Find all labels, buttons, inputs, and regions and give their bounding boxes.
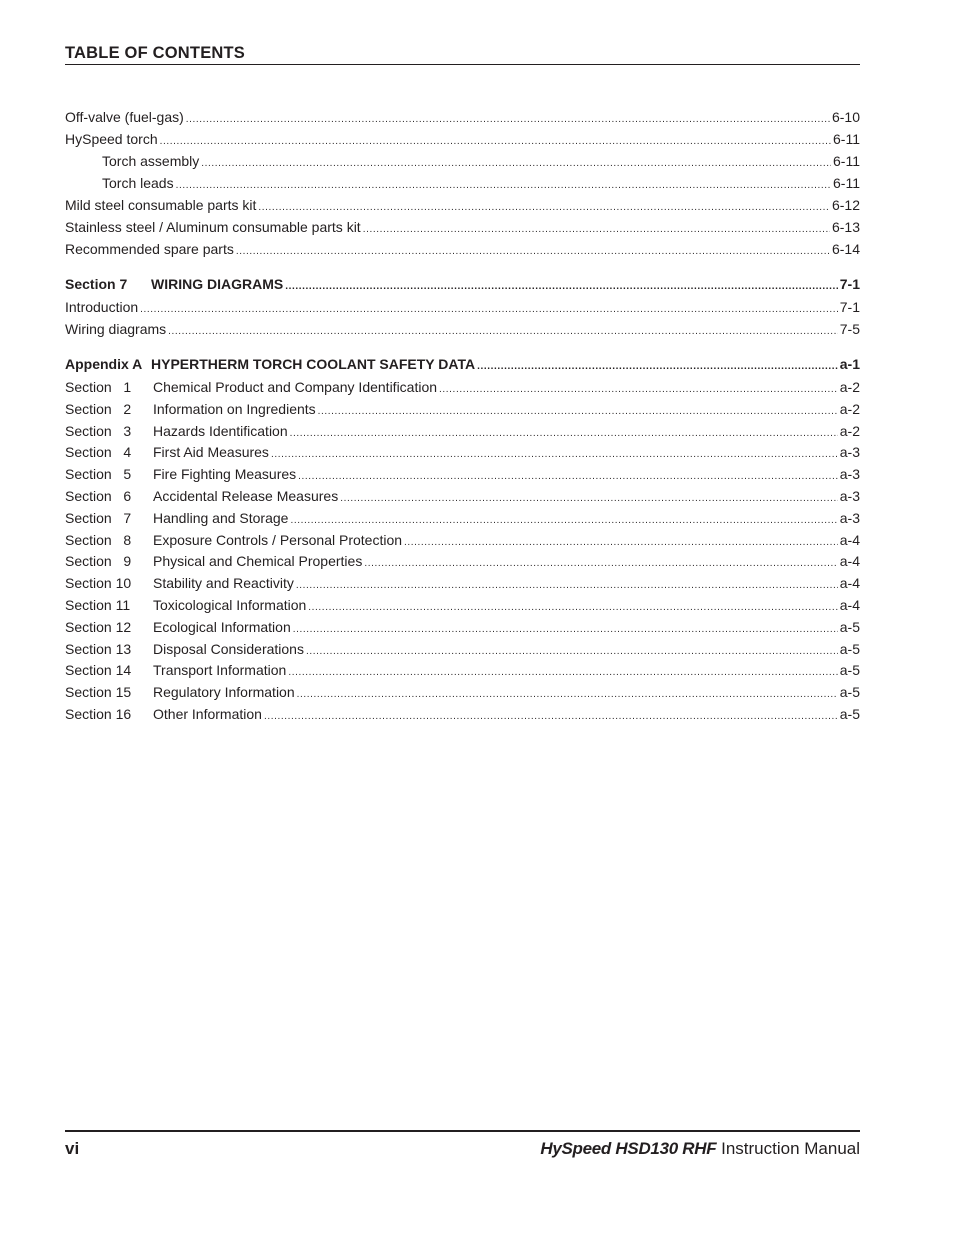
- section-number: Section 9: [65, 553, 132, 570]
- toc-leader-dots: [201, 155, 831, 173]
- toc-entry-label: Wiring diagrams: [65, 321, 167, 337]
- toc-appendix-entry[interactable]: [65, 552, 860, 570]
- toc-entry-page: 7-5: [839, 321, 860, 337]
- toc-leader-dots: [340, 490, 838, 508]
- toc-leader-dots: [306, 643, 838, 661]
- toc-entry-page: a-4: [839, 531, 860, 548]
- toc-appendix-entry[interactable]: [65, 487, 860, 505]
- toc-entry-page: a-4: [839, 553, 860, 570]
- toc-leader-dots: [308, 599, 837, 617]
- section-number: Section 7: [65, 509, 132, 526]
- toc-entry-page: a-4: [839, 575, 860, 592]
- toc-entry[interactable]: [65, 320, 860, 338]
- section-number: Section 2: [65, 400, 132, 417]
- toc-entry-label: Torch assembly: [102, 153, 200, 169]
- toc-leader-dots: [293, 621, 838, 639]
- toc-entry[interactable]: [65, 298, 860, 316]
- toc-entry[interactable]: [65, 108, 860, 126]
- section-number: Section 7: [65, 276, 128, 292]
- section-number: Section 1: [65, 379, 132, 395]
- toc-entry-page: a-2: [839, 379, 860, 395]
- section-title: Stability and Reactivity: [153, 575, 294, 592]
- toc-entry-page: a-5: [839, 706, 860, 722]
- section-title: Exposure Controls / Personal Protection: [153, 531, 403, 548]
- toc-entry-page: 6-13: [831, 219, 860, 235]
- section-number: Section 3: [65, 422, 132, 439]
- toc-entry-page: a-4: [839, 597, 860, 613]
- toc-entry-page: 7-1: [839, 276, 860, 292]
- toc-entry-label: Introduction: [65, 299, 139, 315]
- section-title: Accidental Release Measures: [153, 488, 339, 504]
- toc-entry-page: a-5: [839, 618, 860, 635]
- section-title: Transport Information: [153, 662, 287, 679]
- toc-leader-dots: [290, 512, 837, 530]
- section-title: Other Information: [153, 706, 262, 722]
- toc-appendix-entry[interactable]: [65, 705, 860, 723]
- toc-entry-page: a-3: [839, 509, 860, 526]
- section-number: Section 11: [65, 597, 131, 613]
- toc-entry-page: a-3: [839, 488, 860, 504]
- toc-appendix-entry[interactable]: [65, 640, 860, 658]
- toc-leader-dots: [477, 358, 838, 376]
- section-number: Section 16: [65, 706, 132, 722]
- toc-appendix-entry[interactable]: [65, 378, 860, 396]
- toc-leader-dots: [168, 323, 838, 341]
- section-title: WIRING DIAGRAMS: [151, 276, 284, 292]
- footer-manual-title: [540, 1138, 860, 1160]
- toc-leader-dots: [236, 243, 830, 261]
- toc-appendix-entry[interactable]: [65, 400, 860, 418]
- toc-entry-page: 6-12: [831, 197, 860, 213]
- toc-appendix-heading[interactable]: [65, 355, 860, 373]
- section-number: Section 15: [65, 684, 132, 701]
- toc-appendix-entry[interactable]: [65, 509, 860, 527]
- section-title: Handling and Storage: [153, 509, 289, 526]
- toc-entry-label: Torch leads: [102, 175, 174, 191]
- toc-entry[interactable]: [65, 240, 860, 258]
- toc-entry-page: 6-10: [831, 109, 860, 125]
- toc-leader-dots: [258, 199, 830, 217]
- footer-manual-label: Instruction Manual: [721, 1139, 860, 1158]
- footer-page-number: vi: [65, 1139, 80, 1158]
- toc-appendix-entry[interactable]: [65, 596, 860, 614]
- section-number: Section 5: [65, 466, 132, 483]
- section-title: First Aid Measures: [153, 444, 269, 461]
- page-title: TABLE OF CONTENTS: [65, 44, 246, 62]
- toc-entry-page: a-2: [839, 400, 860, 417]
- toc-entry-page: a-5: [839, 662, 860, 679]
- toc-entry-page: a-5: [839, 640, 860, 657]
- toc-leader-dots: [140, 301, 838, 319]
- toc-entry-label: Recommended spare parts: [65, 241, 234, 257]
- toc-entry-page: a-3: [839, 466, 860, 483]
- footer-rule: [65, 1130, 860, 1132]
- toc-subentry[interactable]: [65, 152, 860, 170]
- toc-entry-label: Off-valve (fuel-gas): [65, 109, 184, 125]
- toc-leader-dots: [271, 446, 838, 464]
- toc-leader-dots: [404, 534, 838, 552]
- toc-entry-page: 6-11: [833, 175, 860, 191]
- section-title: Fire Fighting Measures: [153, 466, 297, 483]
- toc-leader-dots: [290, 425, 838, 443]
- section-number: Section 4: [65, 444, 132, 461]
- section-title: Hazards Identification: [153, 422, 288, 439]
- toc-entry[interactable]: [65, 218, 860, 236]
- header-rule: [65, 64, 860, 65]
- section-title: Toxicological Information: [153, 597, 307, 613]
- section-number: Section 12: [65, 618, 132, 635]
- toc-appendix-entry[interactable]: [65, 422, 860, 440]
- toc-appendix-entry[interactable]: [65, 531, 860, 549]
- section-number: Section 6: [65, 488, 132, 504]
- toc-entry-page: a-1: [839, 356, 860, 372]
- appendix-number: Appendix A: [65, 356, 143, 372]
- toc-entry-page: a-5: [839, 684, 860, 701]
- toc-entry-label: HySpeed torch: [65, 131, 158, 147]
- toc-appendix-entry[interactable]: [65, 661, 860, 679]
- toc-leader-dots: [297, 686, 838, 704]
- toc-entry-page: 6-11: [833, 153, 860, 169]
- toc-leader-dots: [439, 381, 838, 399]
- toc-leader-dots: [160, 133, 831, 151]
- section-number: Section 8: [65, 531, 132, 548]
- toc-appendix-entry[interactable]: [65, 618, 860, 636]
- toc-leader-dots: [364, 555, 837, 573]
- toc-entry-page: a-2: [839, 422, 860, 439]
- section-number: Section 14: [65, 662, 132, 679]
- toc-leader-dots: [363, 221, 830, 239]
- toc-leader-dots: [318, 403, 838, 421]
- toc-entry-page: 6-14: [831, 241, 860, 257]
- toc-subentry[interactable]: [65, 174, 860, 192]
- section-title: Ecological Information: [153, 618, 291, 635]
- toc-entry-page: a-3: [839, 444, 860, 461]
- appendix-title: HYPERTHERM TORCH COOLANT SAFETY DATA: [151, 356, 476, 372]
- toc-entry-label: Mild steel consumable parts kit: [65, 197, 257, 213]
- toc-entry-page: 6-11: [833, 131, 860, 147]
- toc-leader-dots: [288, 664, 837, 682]
- section-number: Section 13: [65, 640, 132, 657]
- section-title: Chemical Product and Company Identification: [153, 379, 438, 395]
- section-title: Regulatory Information: [153, 684, 295, 701]
- section-title: Physical and Chemical Properties: [153, 553, 363, 570]
- section-title: Information on Ingredients: [153, 400, 316, 417]
- toc-appendix-entry[interactable]: [65, 443, 860, 461]
- toc-entry-page: 7-1: [839, 299, 860, 315]
- toc-leader-dots: [264, 708, 838, 726]
- toc-entry[interactable]: [65, 196, 860, 214]
- toc-leader-dots: [285, 278, 838, 296]
- toc-leader-dots: [186, 111, 830, 129]
- section-number: Section 10: [65, 575, 132, 592]
- toc-appendix-entry[interactable]: [65, 683, 860, 701]
- toc-leader-dots: [176, 177, 831, 195]
- toc-appendix-entry[interactable]: [65, 574, 860, 592]
- toc-entry[interactable]: [65, 130, 860, 148]
- toc-section-heading[interactable]: [65, 275, 860, 293]
- toc-leader-dots: [298, 468, 838, 486]
- toc-leader-dots: [296, 577, 838, 595]
- page-header: [65, 43, 860, 63]
- toc-entry-label: Stainless steel / Aluminum consumable parts kit: [65, 219, 361, 235]
- footer-product-name: HySpeed HSD130 RHF: [540, 1139, 717, 1158]
- toc-appendix-entry[interactable]: [65, 465, 860, 483]
- section-title: Disposal Considerations: [153, 640, 304, 657]
